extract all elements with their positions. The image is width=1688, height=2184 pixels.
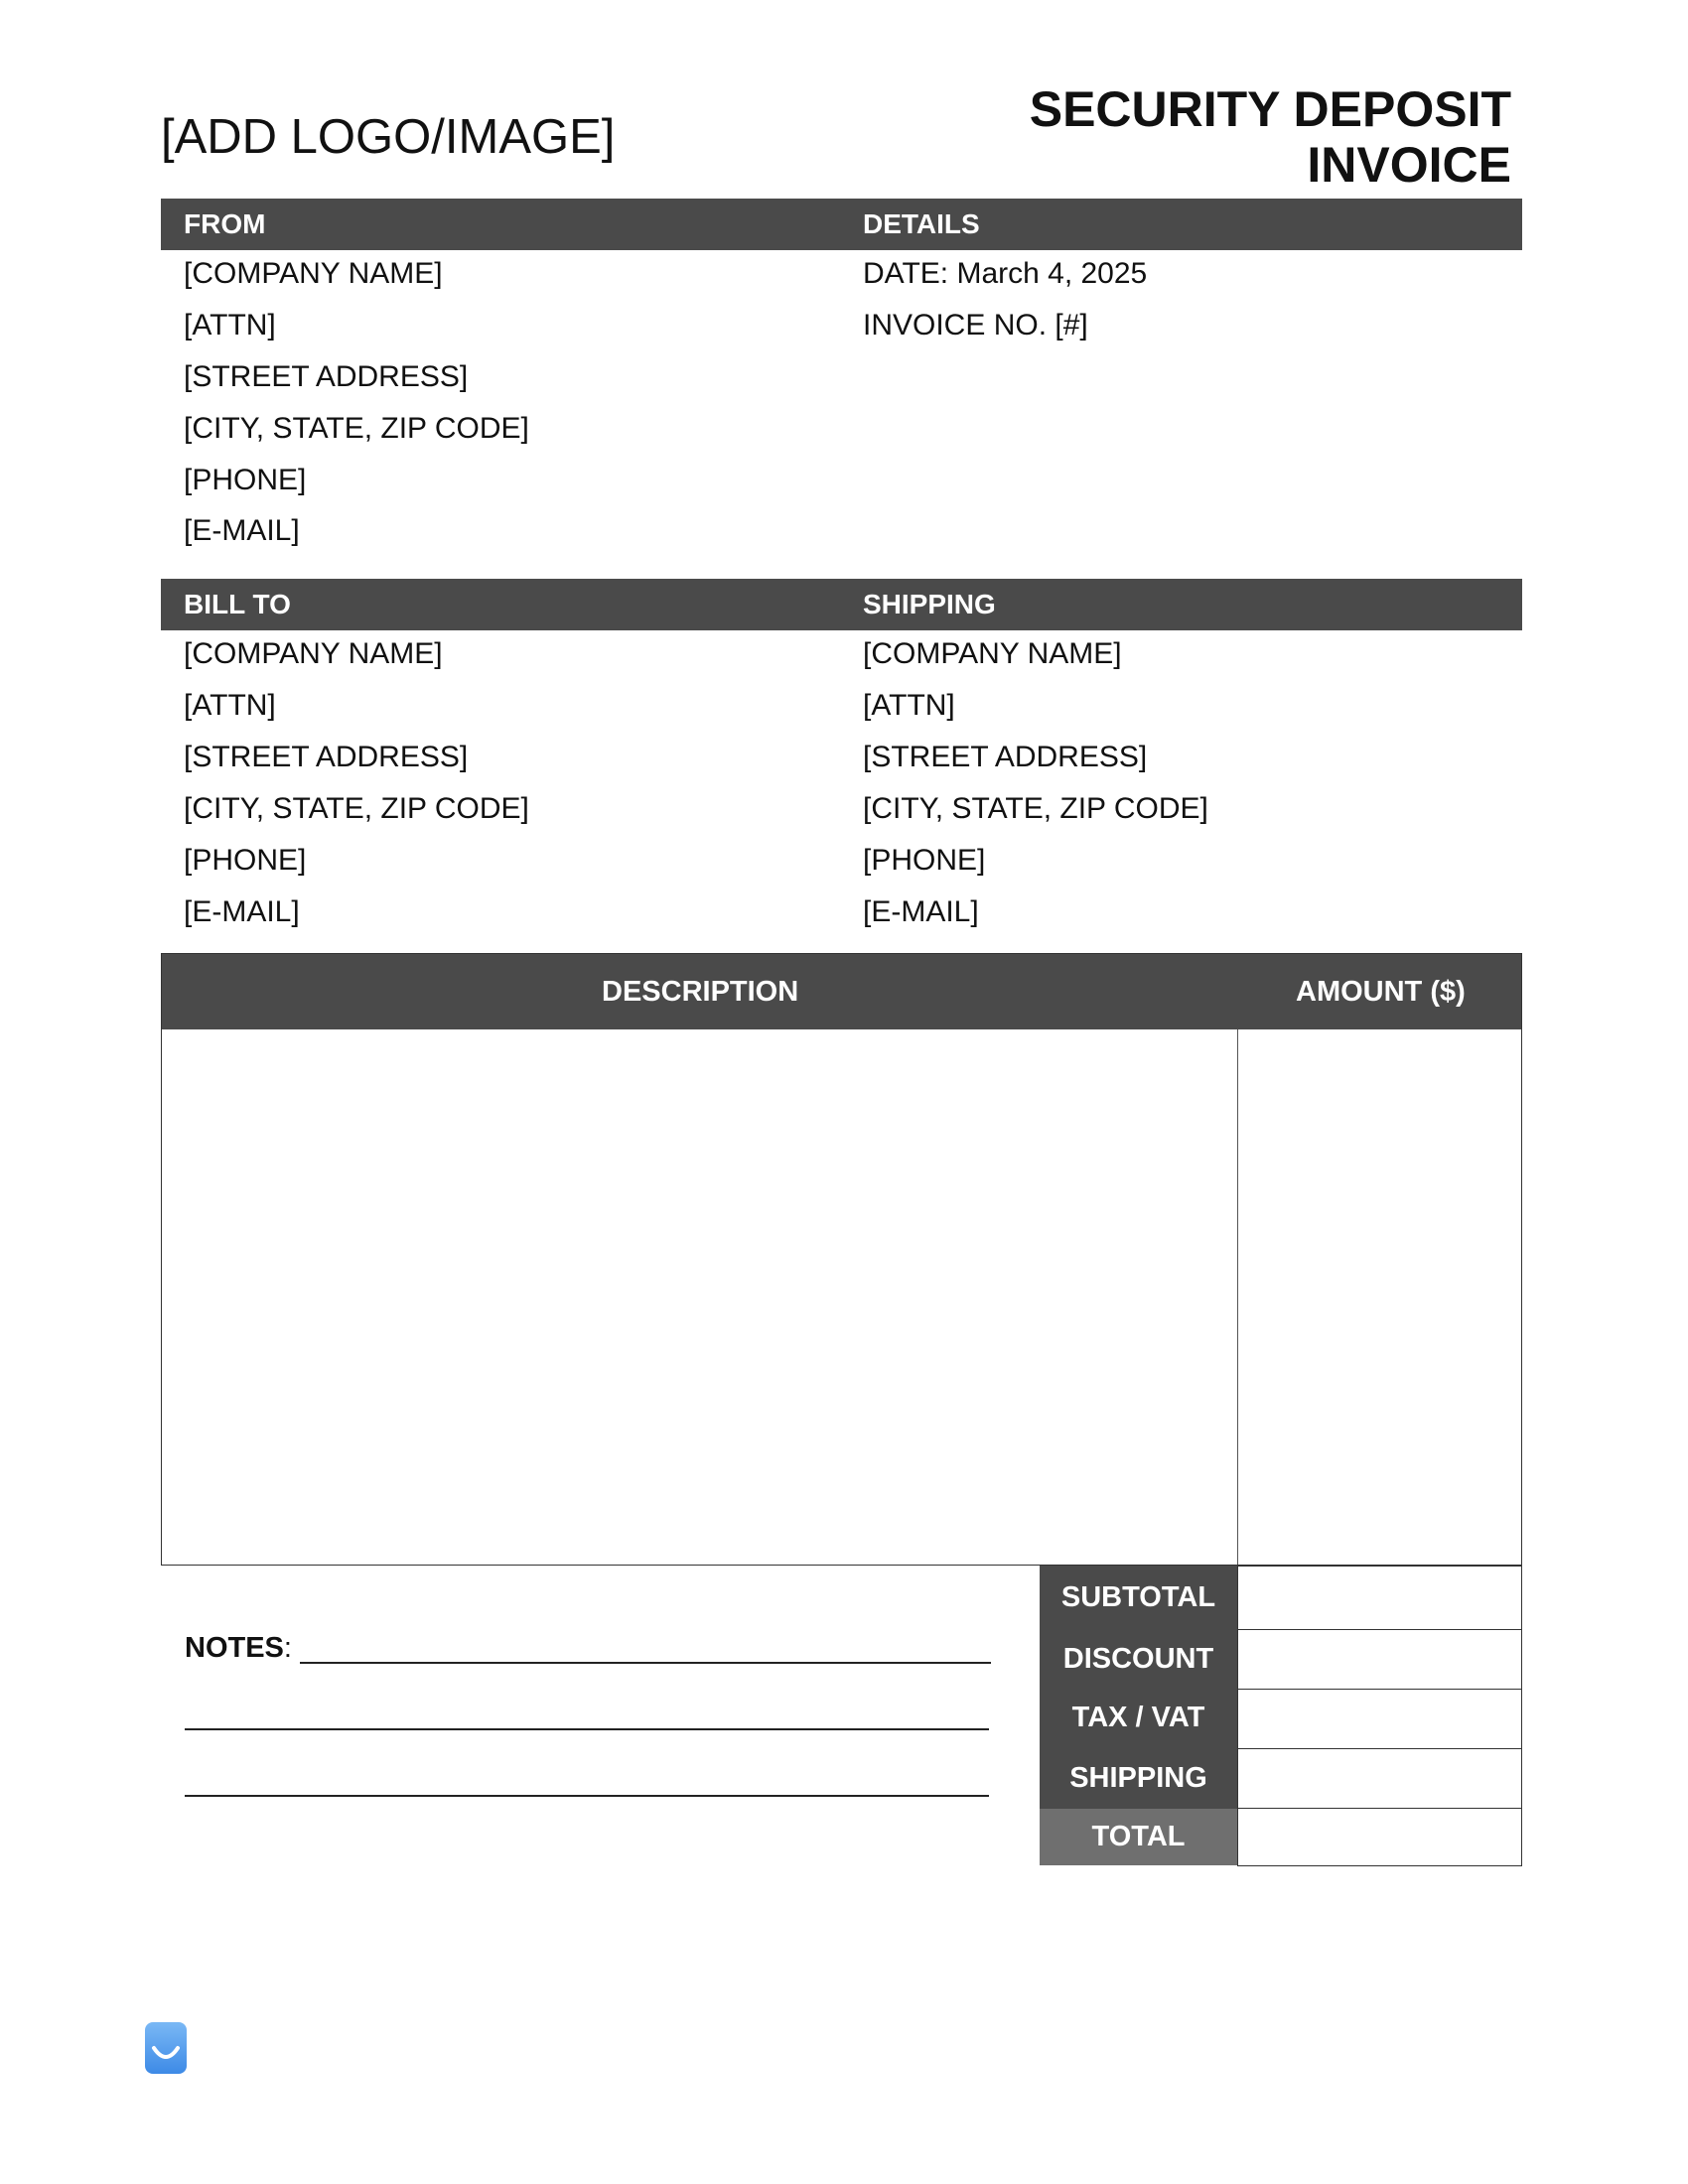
shipping-city-state-zip[interactable]: [CITY, STATE, ZIP CODE] xyxy=(863,792,1208,825)
from-heading: FROM xyxy=(184,208,266,239)
details-heading: DETAILS xyxy=(863,208,980,239)
totals-labels-column xyxy=(1040,1566,1237,1865)
shipping-phone[interactable]: [PHONE] xyxy=(863,844,986,877)
shipping-street-address[interactable]: [STREET ADDRESS] xyxy=(863,741,1148,773)
shipping-heading: SHIPPING xyxy=(863,589,996,619)
description-column-header: DESCRIPTION xyxy=(602,976,799,1008)
from-details-header-bar xyxy=(161,199,1522,250)
app-badge-icon[interactable] xyxy=(145,2022,187,2074)
billto-company-name[interactable]: [COMPANY NAME] xyxy=(184,637,443,670)
shipping-email[interactable]: [E-MAIL] xyxy=(863,895,979,928)
shipping-total-label: SHIPPING xyxy=(1069,1762,1207,1794)
subtotal-value-cell[interactable] xyxy=(1238,1567,1521,1629)
tax-value-cell[interactable] xyxy=(1238,1690,1521,1748)
total-row-highlight xyxy=(1040,1809,1237,1865)
from-attn[interactable]: [ATTN] xyxy=(184,309,276,341)
billto-city-state-zip[interactable]: [CITY, STATE, ZIP CODE] xyxy=(184,792,529,825)
details-date[interactable]: DATE: March 4, 2025 xyxy=(863,257,1148,290)
title-line-1: SECURITY DEPOSIT xyxy=(1029,81,1511,137)
notes-label xyxy=(185,1632,292,1665)
logo-placeholder[interactable]: [ADD LOGO/IMAGE] xyxy=(161,110,616,164)
document-title xyxy=(816,81,1511,193)
discount-label: DISCOUNT xyxy=(1062,1643,1214,1675)
notes-line-3[interactable] xyxy=(185,1795,989,1797)
from-company-name[interactable]: [COMPANY NAME] xyxy=(184,257,443,290)
total-label: TOTAL xyxy=(1091,1821,1186,1852)
bill-to-heading: BILL TO xyxy=(184,589,291,619)
billto-email[interactable]: [E-MAIL] xyxy=(184,895,300,928)
billto-shipping-header-bar xyxy=(161,579,1522,630)
from-email[interactable]: [E-MAIL] xyxy=(184,514,300,547)
shipping-attn[interactable]: [ATTN] xyxy=(863,689,955,722)
subtotal-label: SUBTOTAL xyxy=(1060,1581,1216,1613)
notes-line-2[interactable] xyxy=(185,1728,989,1730)
line-items-table xyxy=(161,953,1522,1566)
shipping-value-cell[interactable] xyxy=(1238,1749,1521,1808)
from-street-address[interactable]: [STREET ADDRESS] xyxy=(184,360,469,393)
total-value-cell[interactable] xyxy=(1238,1809,1521,1865)
shipping-company-name[interactable]: [COMPANY NAME] xyxy=(863,637,1122,670)
notes-colon: : xyxy=(283,1632,292,1664)
notes-label-text: NOTES xyxy=(185,1632,284,1664)
description-cell[interactable] xyxy=(162,1029,1237,1565)
from-phone[interactable]: [PHONE] xyxy=(184,464,307,496)
billto-attn[interactable]: [ATTN] xyxy=(184,689,276,722)
line-items-header xyxy=(162,954,1521,1029)
details-invoice-number[interactable]: INVOICE NO. [#] xyxy=(863,309,1088,341)
badge-smile-icon xyxy=(145,2022,187,2074)
from-city-state-zip[interactable]: [CITY, STATE, ZIP CODE] xyxy=(184,412,529,445)
notes-line-1[interactable] xyxy=(300,1662,991,1664)
tax-vat-label: TAX / VAT xyxy=(1071,1702,1205,1733)
discount-value-cell[interactable] xyxy=(1238,1630,1521,1689)
amount-column-header: AMOUNT ($) xyxy=(1296,976,1466,1008)
title-line-2: INVOICE xyxy=(1307,137,1511,193)
billto-street-address[interactable]: [STREET ADDRESS] xyxy=(184,741,469,773)
amount-cell[interactable] xyxy=(1238,1029,1521,1565)
totals-values-column xyxy=(1237,1566,1522,1866)
billto-phone[interactable]: [PHONE] xyxy=(184,844,307,877)
